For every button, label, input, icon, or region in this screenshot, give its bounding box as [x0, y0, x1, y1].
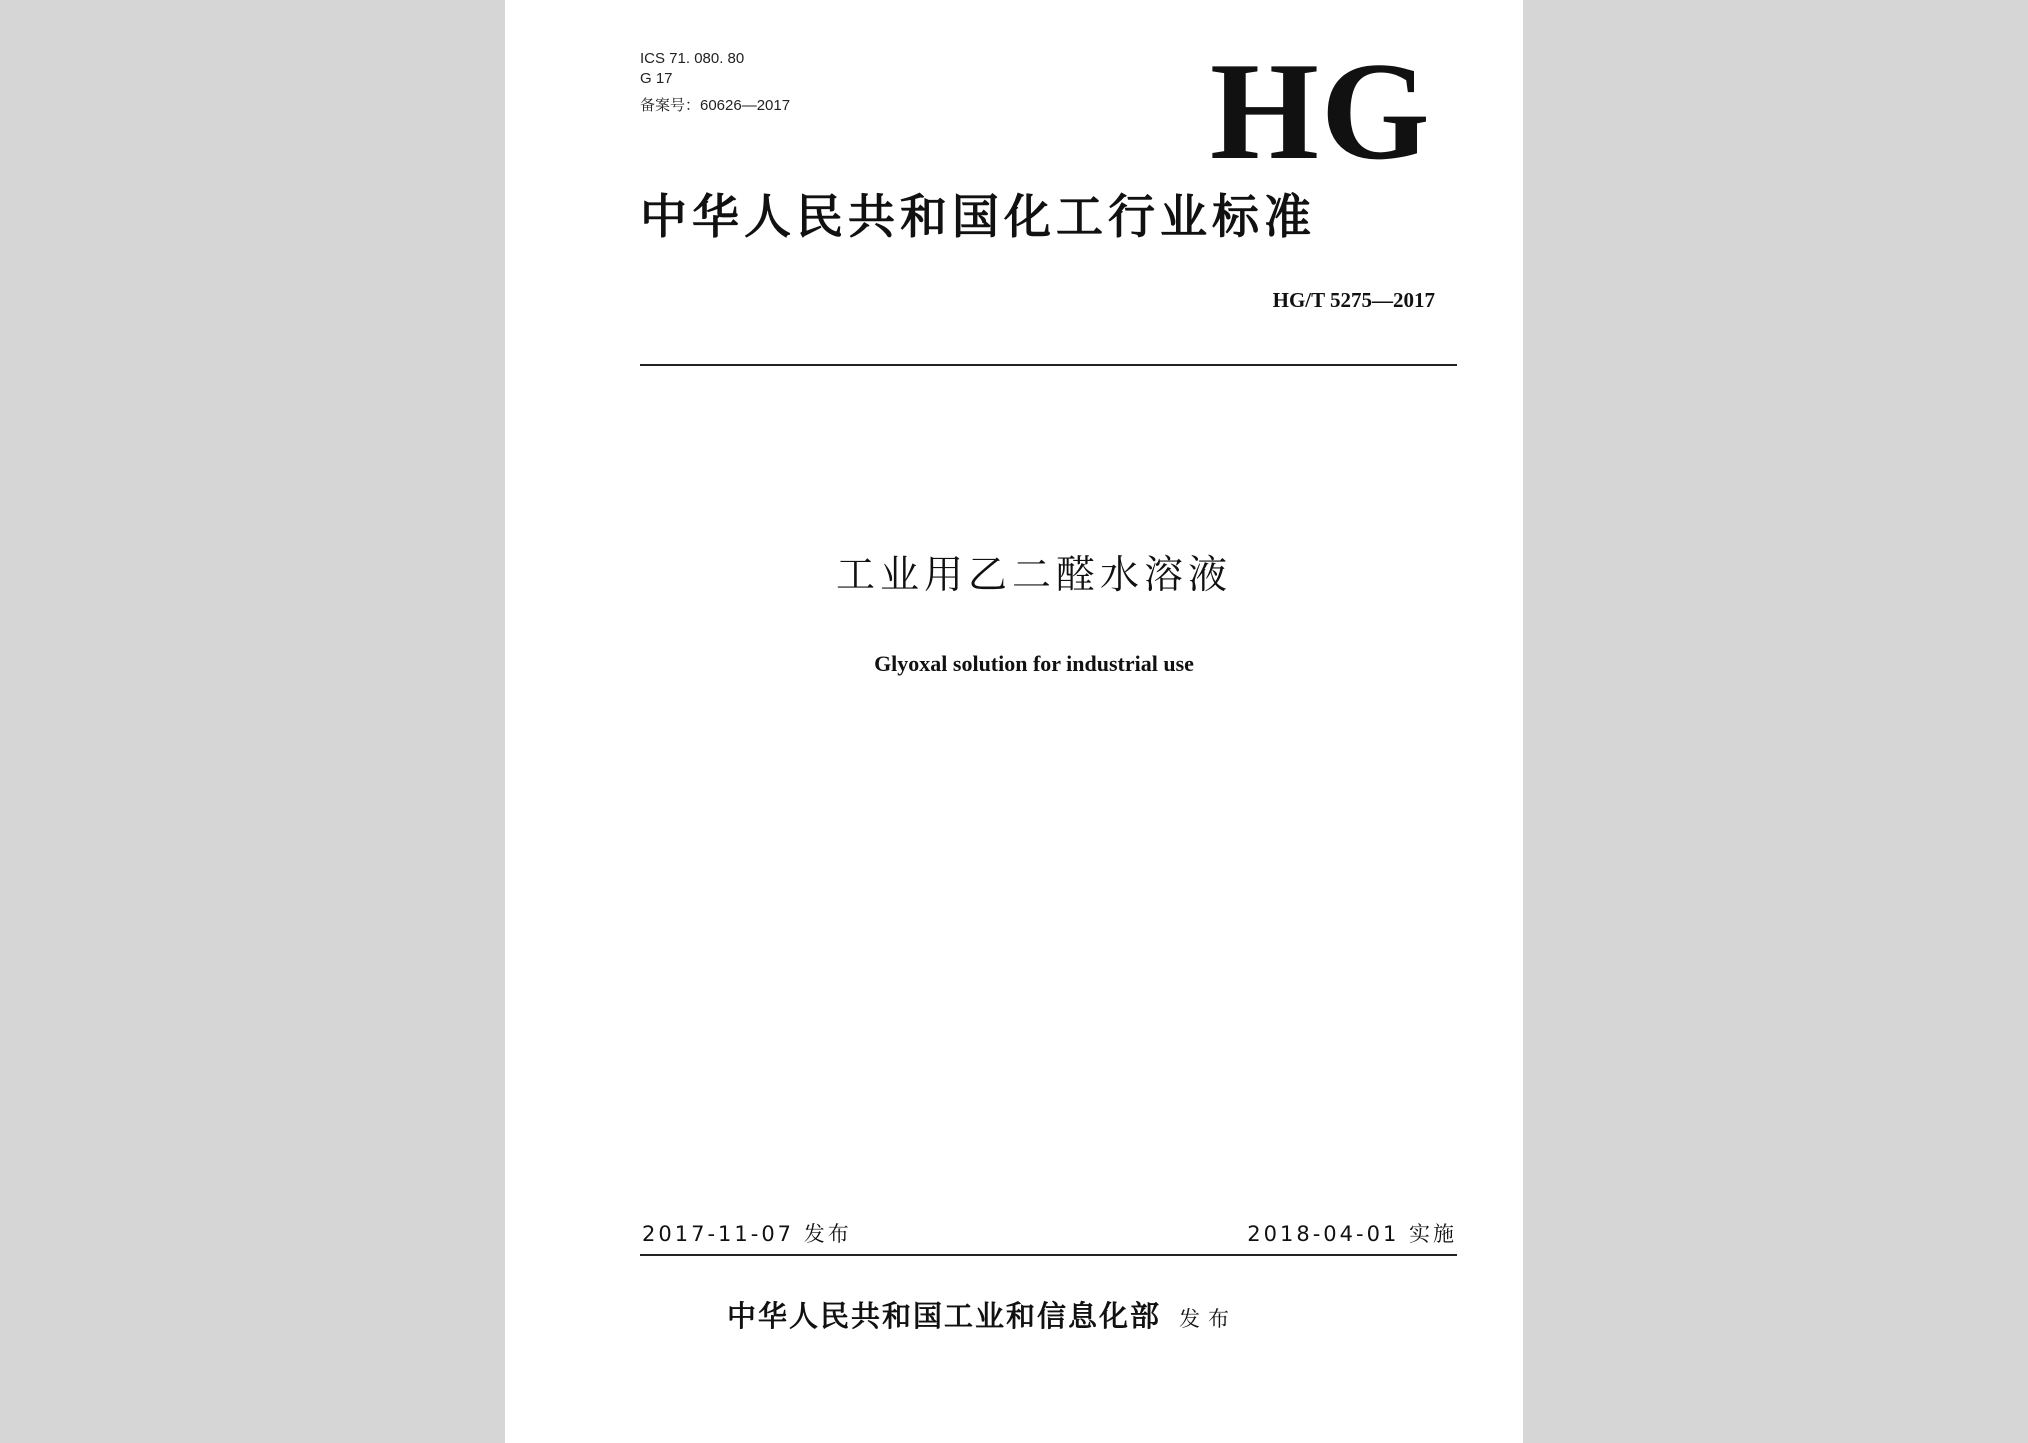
filing-number: 备案号：60626—2017 — [640, 97, 791, 114]
publisher-action: 发布 — [1179, 1307, 1238, 1331]
publisher-line — [727, 1298, 1237, 1337]
standard-number: HG/T 5275—2017 — [1272, 288, 1435, 312]
hg-logo: HG — [1210, 34, 1432, 189]
classification-code: G 17 — [640, 70, 673, 87]
document-page — [505, 0, 1523, 1443]
document-title-english: Glyoxal solution for industrial use — [874, 651, 1194, 676]
ics-code: ICS 71. 080. 80 — [640, 50, 745, 67]
issue-date: 2017-11-07 发布 — [642, 1222, 852, 1246]
implementation-date: 2018-04-01 实施 — [1247, 1222, 1457, 1246]
publisher-name: 中华人民共和国工业和信息化部 — [727, 1299, 1162, 1333]
standard-type-title: 中华人民共和国化工行业标准 — [640, 190, 1316, 245]
footer-divider — [640, 1254, 1457, 1256]
document-title-chinese: 工业用乙二醛水溶液 — [835, 553, 1232, 598]
header-divider — [640, 364, 1457, 366]
